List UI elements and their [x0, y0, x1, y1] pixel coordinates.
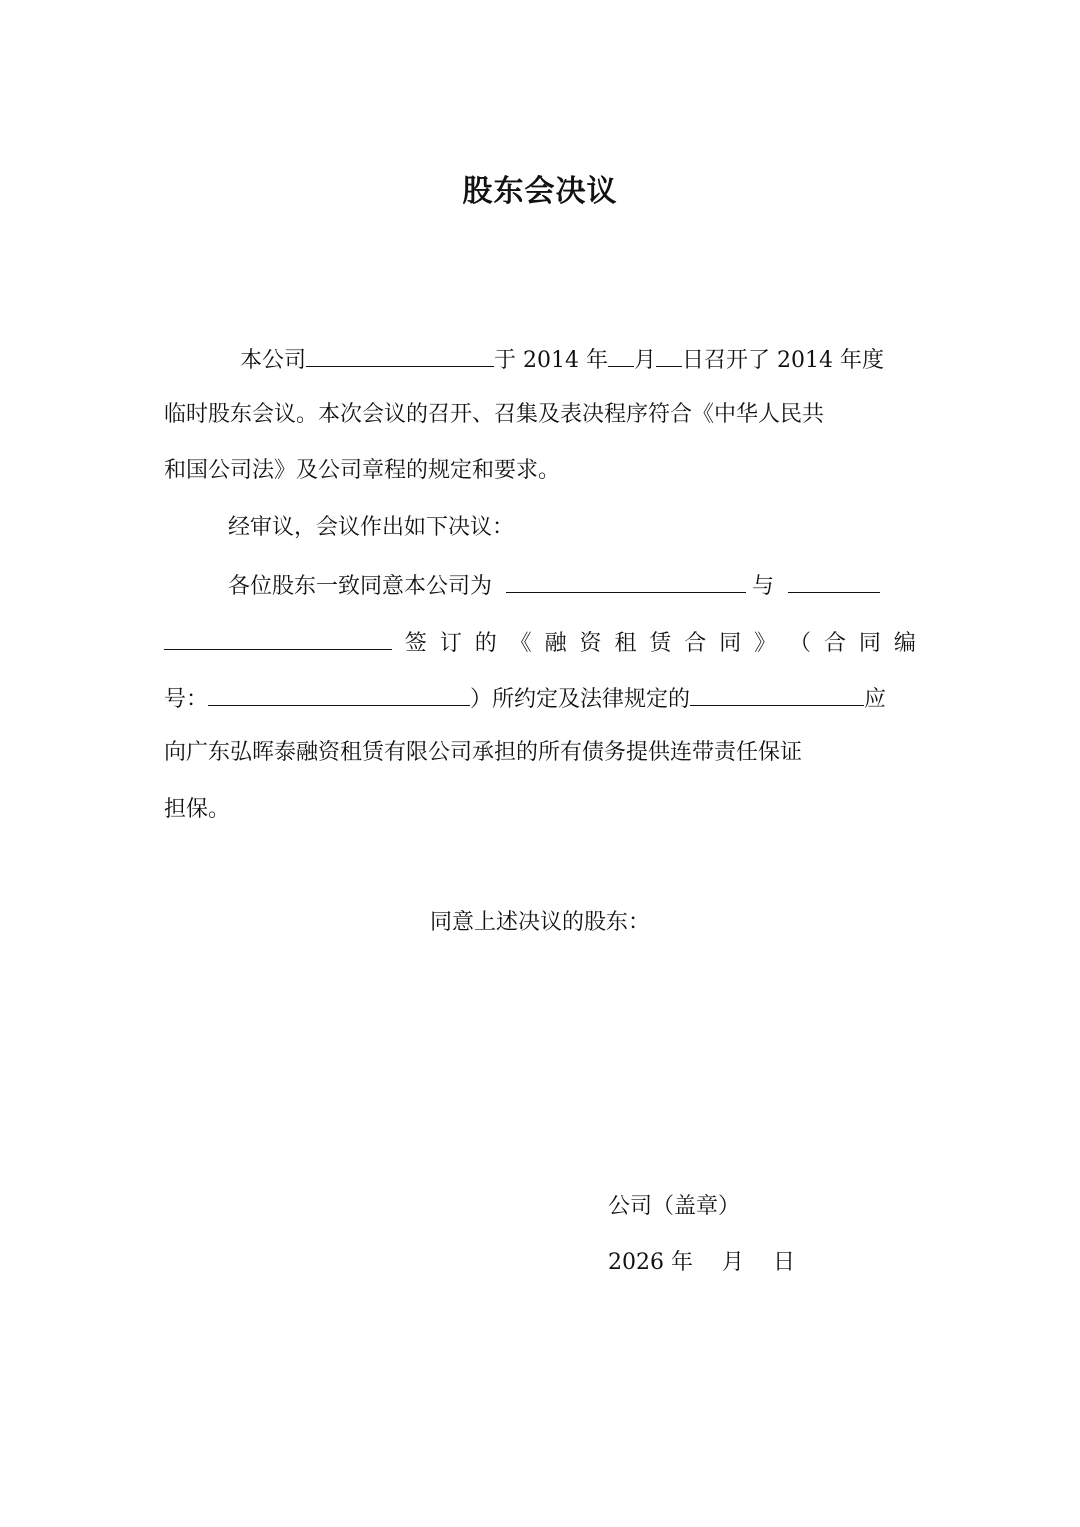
para1-text-a: 本公司	[240, 348, 307, 373]
para3-line1	[164, 564, 916, 604]
para3-text-b: 与	[752, 574, 775, 599]
contract-char: 合	[823, 631, 846, 656]
contract-number-blank[interactable]	[208, 677, 470, 706]
contract-char: 合	[684, 631, 707, 656]
para3-line3	[164, 677, 916, 717]
company-name-blank[interactable]	[306, 338, 494, 367]
para3-text-a: 各位股东一致同意本公司为	[228, 574, 493, 599]
contract-char: 融	[544, 631, 567, 656]
para3-line5: 担保。	[164, 797, 231, 822]
contract-char: 签	[404, 631, 427, 656]
para2-text: 经审议，会议作出如下决议：	[228, 515, 515, 540]
contract-char: 同	[858, 631, 881, 656]
company-seal-label: 公司（盖章）	[608, 1194, 741, 1219]
para1-text-b: 于 2014 年	[494, 348, 608, 373]
para1-line3: 和国公司法》及公司章程的规定和要求。	[164, 458, 561, 483]
para3-line4: 向广东弘晖泰融资租赁有限公司承担的所有债务提供连带责任保证	[164, 740, 803, 765]
agree-shareholders-label: 同意上述决议的股东：	[429, 910, 650, 935]
signature-date: 2026 年 月 日	[608, 1250, 795, 1275]
counterparty-blank-end[interactable]	[164, 621, 392, 650]
contract-char: 的	[474, 631, 497, 656]
day-blank[interactable]	[656, 338, 682, 367]
contract-char: 》	[754, 631, 777, 656]
obligation-blank[interactable]	[690, 677, 864, 706]
para1-line1	[164, 338, 916, 378]
contract-char: 同	[719, 631, 742, 656]
contract-char: （	[789, 631, 812, 656]
para3-text-c: 号：	[164, 687, 209, 712]
para3-text-e: 应	[864, 687, 887, 712]
party-blank[interactable]	[506, 564, 746, 593]
month-blank[interactable]	[608, 338, 634, 367]
para1-text-c: 月	[634, 348, 657, 373]
para3-text-d: ）所约定及法律规定的	[470, 687, 691, 712]
contract-char: 资	[579, 631, 602, 656]
para2-line	[164, 508, 916, 548]
counterparty-blank-start[interactable]	[788, 564, 880, 593]
document-title: 股东会决议	[462, 174, 618, 209]
para3-line2	[164, 621, 916, 661]
para1-line2: 临时股东会议。本次会议的召开、召集及表决程序符合《中华人民共	[164, 402, 825, 427]
contract-char: 租	[614, 631, 637, 656]
contract-char: 赁	[649, 631, 672, 656]
contract-char: 订	[439, 631, 462, 656]
contract-char: 《	[509, 631, 532, 656]
contract-char: 编	[893, 631, 916, 656]
para1-text-d: 日召开了 2014 年度	[682, 348, 884, 373]
